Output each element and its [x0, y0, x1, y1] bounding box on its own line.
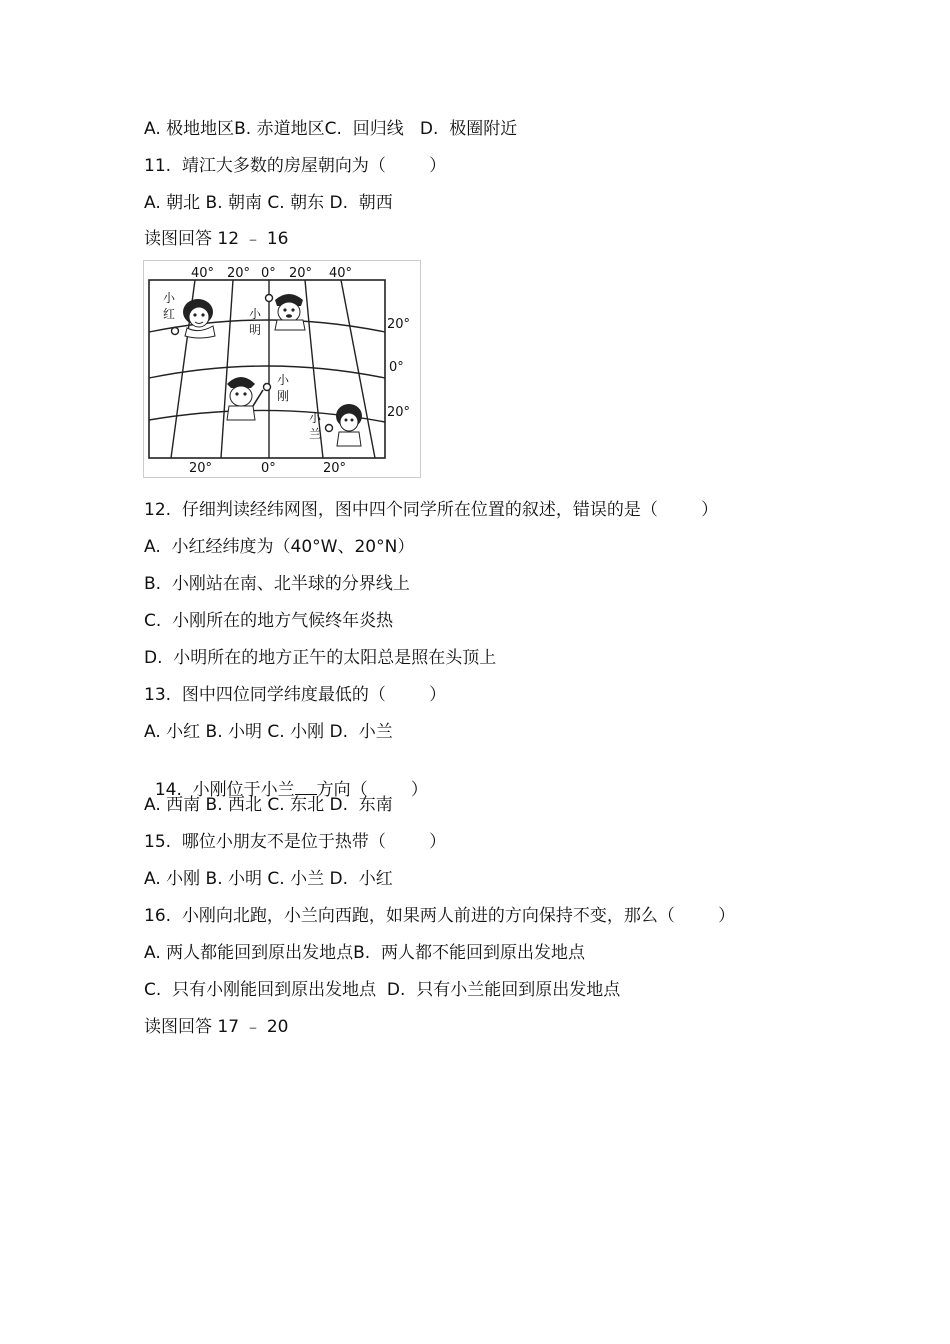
q16-options-cd: C. 只有小刚能回到原出发地点 D. 只有小兰能回到原出发地点 [144, 980, 621, 1000]
right-label-20n: 20° [387, 317, 411, 332]
question-11: 11. 靖江大多数的房屋朝向为（ ） [144, 156, 447, 176]
q10-options: A. 极地地区B. 赤道地区C. 回归线 D. 极圈附近 [144, 119, 518, 139]
xiaohong-marker [172, 328, 179, 335]
xiaolan-marker [326, 425, 333, 432]
q11-options: A. 朝北 B. 朝南 C. 朝东 D. 朝西 [144, 193, 393, 213]
q14-text-before: 14. 小刚位于小兰 [154, 780, 295, 800]
q12-option-c: C. 小刚所在的地方气候终年炎热 [144, 611, 394, 631]
bottom-label-20w: 20° [189, 461, 213, 476]
top-label-0: 0° [261, 266, 276, 281]
right-label-0: 0° [389, 360, 404, 375]
read-figure-12-16: 读图回答 12 ﹣ 16 [144, 229, 289, 249]
right-label-20s: 20° [387, 405, 411, 420]
xiaoming-name-2: 明 [249, 323, 262, 337]
xiaogang-name-1: 小 [277, 373, 290, 387]
q14-text-after: 方向（ ） [316, 780, 428, 800]
q13-options: A. 小红 B. 小明 C. 小刚 D. 小兰 [144, 722, 393, 742]
bottom-label-20e: 20° [323, 461, 347, 476]
xiaogang-name-2: 刚 [277, 389, 290, 403]
lat-lon-grid-map [143, 260, 421, 478]
xiaolan-name-1: 小 [309, 411, 322, 425]
q12-option-d: D. 小明所在的地方正午的太阳总是照在头顶上 [144, 648, 497, 668]
q12-option-b: B. 小刚站在南、北半球的分界线上 [144, 574, 410, 594]
xiaolan-name-2: 兰 [309, 427, 322, 441]
question-16: 16. 小刚向北跑，小兰向西跑，如果两人前进的方向保持不变，那么（ ） [144, 906, 736, 926]
q14-options: A. 西南 B. 西北 C. 东北 D. 东南 [144, 795, 393, 815]
bottom-label-0: 0° [261, 461, 276, 476]
xiaoming-marker [266, 295, 273, 302]
xiaohong-name-1: 小 [163, 291, 176, 305]
xiaoming-name-1: 小 [249, 307, 262, 321]
q14-blank [295, 779, 317, 795]
q12-option-a: A. 小红经纬度为（40°W、20°N） [144, 537, 415, 557]
top-label-20e: 20° [289, 266, 313, 281]
question-12: 12. 仔细判读经纬网图，图中四个同学所在位置的叙述，错误的是（ ） [144, 500, 719, 520]
xiaohong-name-2: 红 [163, 307, 176, 321]
q15-options: A. 小刚 B. 小明 C. 小兰 D. 小红 [144, 869, 393, 889]
q16-options-ab: A. 两人都能回到原出发地点B. 两人都不能回到原出发地点 [144, 943, 586, 963]
question-13: 13. 图中四位同学纬度最低的（ ） [144, 685, 447, 705]
read-figure-17-20: 读图回答 17 ﹣ 20 [144, 1017, 289, 1037]
xiaogang-marker [264, 384, 271, 391]
top-label-20w: 20° [227, 266, 251, 281]
top-label-40w: 40° [191, 266, 215, 281]
top-label-40e: 40° [329, 266, 353, 281]
question-15: 15. 哪位小朋友不是位于热带（ ） [144, 832, 447, 852]
